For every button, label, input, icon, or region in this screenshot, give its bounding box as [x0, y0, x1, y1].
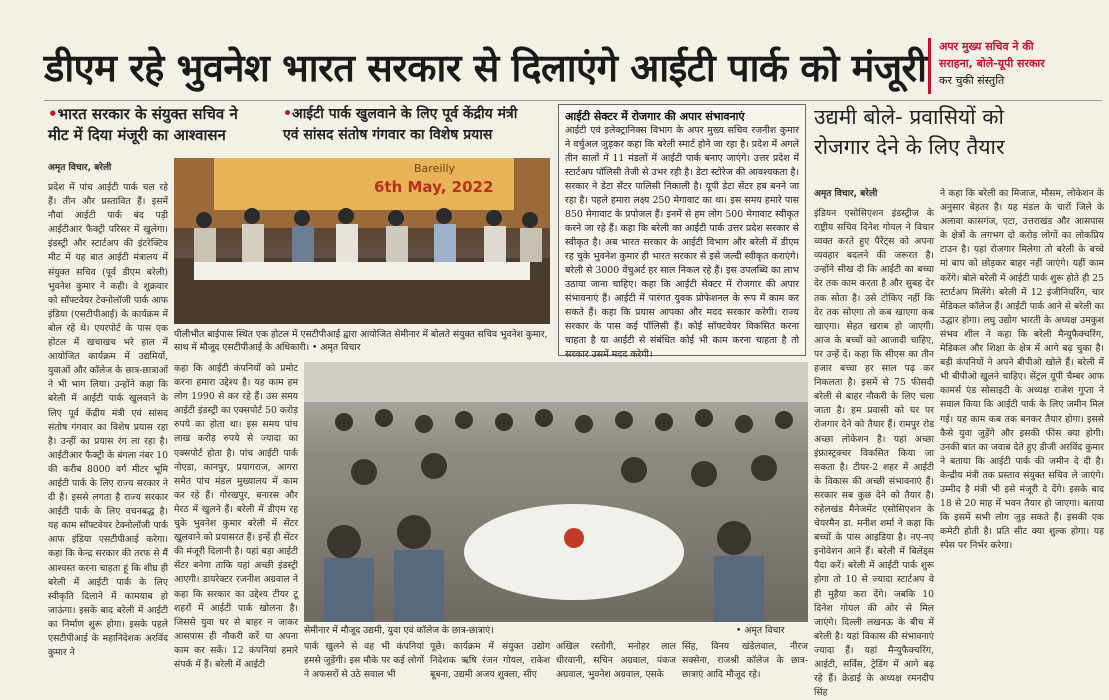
- audience-photo-graphic: [304, 362, 808, 622]
- right-article-headline: [814, 102, 1106, 162]
- bottom-column-5: सिंह, विनय खंडेलवाल, नीरज सक्सेना, राजश्री कॉलेज के छात्र-छात्राएं आदि मौजूद रहे।: [682, 641, 808, 681]
- photo-1-caption: पीलीभीत बाईपास स्थित एक होटल में एसटीपीआई द्वारा आयोजित सेमीनार में बोलते संयुक्त सचिव भुवनेश कुमार, साथ में मौजूद एसटीपीआई के अधिकारी। • अमृत विचार: [174, 329, 548, 353]
- bottom-column-4: अखिल रस्तोगी, मनोहर लाल धीरवानी, सचिन अग्रवाल, पंकज अग्रवाल, भुवनेश अग्रवाल, एसके: [556, 641, 676, 681]
- subhead-left-line-2: मीट में दिया मंजूरी का आश्वासन: [48, 126, 226, 144]
- bottom-column-3: पूछे। कार्यक्रम में संयुक्त उद्योग निदेशक ऋषि रंजन गोयल, राकेश बूबना, उद्यमी अजय शुक्ला, सीए: [430, 641, 550, 681]
- article-column-r2: ने कहा कि बरेली का मिजाज, मौसम, लोकेशन के अनुसार बेहतर है। यह मंडल के चारों जिले के अलावा कासगंज, एटा, उत्तराखंड और आसपास के क्षेत्रों के लगभग दो करोड़ लोगों का लोकप्रिय टाउन है। यहां रोजगार मिलेगा तो बरेली के बच्चे मां बाप को छोड़कर बाहर नहीं जाएंगे। यहीं काम करेंगे। बोले बरेली में आईटी पार्क शुरू होते ही 25 स्टार्टअप मिलेंगे। बरेली में 12 इंजीनियरिंग, चार मेडिकल कॉलेज हैं। आईटी पार्क आने से बरेली का उद्धार होगा। लघु उद्योग भारती के अध्यक्ष उमकुश संभव शील ने कहा कि बरेली मैन्युफैक्चरिंग, मेडिकल और शिक्षा के क्षेत्र में आगे बढ़ चुका है। बड़ी कंपनियों ने अपने बीपीओ खोले हैं। बरेली में भी बीपीओ खुलने चाहिए। सेंट्रल यूपी चैम्बर आफ कामर्स एंड सोसाइटी के अध्यक्ष राजेश गुप्ता ने सवाल किया कि आईटी पार्क के लिए जमीन मिल गई। यह काम कब तक बनकर तैयार होगा। इससे कैसे युवा जुड़ेंगे और इसकी फीस क्या होगी। उनकी बात का जवाब देते हुए डीजी अरविंद कुमार ने बताया कि आईटी पार्क की जमीन दे दी है। केन्द्रीय मंत्री तक प्रस्ताव संयुक्त सचिव ले जाएंगे। उम्मीद है मंत्री भी इसे मंजूरी दे देंगे। इसके बाद 18 से 20 माह में भवन तैयार हो जाएगा। बताया कि इसमें सभी लोग जुड़ सकते हैं। इसकी एक कमेटी होती है। प्रति सीट क्या शुल्क होगा। यह स्पेस पर निर्भर करेगा।: [940, 188, 1104, 552]
- info-box-title: आईटी सेक्टर में रोजगार की अपार संभावनाएं: [565, 110, 745, 123]
- bottom-column-2: पार्क खुलने से वह भी कंपनियां हमसे जुड़ेंगी। इस मौके पर कई लोगों ने अफसरों से उठे सवाल भी: [304, 641, 424, 681]
- photo-2-credit: • अमृत विचार: [736, 625, 785, 636]
- stage-banner-date: 6th May, 2022: [374, 178, 494, 196]
- audience-photo: [304, 362, 808, 622]
- side-note-line-3: कर चुकी संस्तुति: [939, 74, 1005, 87]
- subhead-mid-line-1: आईटी पार्क खुलवाने के लिए पूर्व केंद्रीय मंत्री: [291, 106, 518, 122]
- right-byline: अमृत विचार, बरेली: [814, 189, 878, 199]
- divider: [44, 100, 1102, 101]
- subhead-left-line-1: भारत सरकार के संयुक्त सचिव ने: [57, 105, 238, 123]
- stage-banner-city: Bareilly: [414, 162, 456, 175]
- right-headline-line-1: उद्यमी बोले- प्रवासियों को: [814, 105, 1004, 129]
- side-note: [928, 38, 1098, 94]
- subhead-middle: •आईटी पार्क खुलवाने के लिए पूर्व केंद्रीय मंत्री एवं सांसद संतोष गंगवार का विशेष प्रयास: [283, 104, 555, 146]
- subhead-left: •भारत सरकार के संयुक्त सचिव ने मीट में दिया मंजूरी का आश्वासन: [48, 104, 276, 146]
- stage-photo-graphic: [174, 158, 550, 324]
- article-column-1: प्रदेश में पांच आईटी पार्क चल रहे हैं। तीन और प्रस्तावित हैं। इसमें नौवां आईटी पार्क बंद पड़ी आईटीआर फैक्ट्री परिसर में खुलेगा। इंडस्ट्री और स्टार्टअप की इंटरेक्टिव मीट में यह बात आईटी मंत्रालय में संयुक्त सचिव (पूर्व डीएम बरेली) भुवनेश कुमार ने कही। वे शुक्रवार को सॉफ्टवेयर टेक्नोलॉजी पार्क आफ इंडिया (एसटीपीआई) के कार्यक्रम में बोल रहे थे। एयरपोर्ट के पास एक होटल में खचाखच भरे हाल में आयोजित कार्यक्रम में उद्यमियों, युवाओं और कॉलेज के छात्र-छात्राओं ने भी भाग लिया। उन्होंने कहा कि बरेली में आईटी पार्क खुलवाने के लिए पूर्व केंद्रीय मंत्री एवं सांसद संतोष गंगवार का विशेष प्रयास रहा है। उन्हीं का प्रयास रंग ला रहा है। आईटीआर फैक्ट्री के बंगला नंबर 10 की करीब 8000 वर्ग मीटर भूमि आईटी पार्क के लिए राज्य सरकार ने दी है। इससे लगता है राज्य सरकार आईटी पार्क के लिए वचनबद्ध है। यह काम सॉफ्टवेयर टेक्नोलॉजी पार्क आफ इंडिया एसटीपीआई करेगा। कहा कि केन्द्र सरकार की तरफ से मैं आश्वस्त करना चाहता हूं कि शीघ्र ही बरेली में आईटी पार्क के लिए स्वीकृति दिलाने में कामयाब हो जाऊंगा। इसके बाद बरेली में आईटी का निर्माण शुरू होगा। इसके पहले एसटीपीआई के महानिदेशक अरविंद कुमार ने: [48, 182, 168, 659]
- article-column-2: कहा कि आईटी कंपनियों को प्रमोट करना हमारा उद्देश्य है। यह काम हम लोग 1990 से कर रहे हैं। उस समय आईटी इंडस्ट्री का एक्सपोर्ट 50 करोड़ रुपये का होता था। इस समय पांच लाख करोड़ रुपये से ज्यादा का एक्सपोर्ट होता है। पांच आईटी पार्क नोएडा, कानपुर, प्रयागराज, आगरा समेत पांच मंडल मुख्यालय में काम कर रहे हैं। गोरखपुर, बनारस और मेरठ में खुलने हैं। बरेली में डीएम रह चुके भुवनेश कुमार बरेली में सेंटर खुलवाने को प्रयासरत हैं। इन्हें ही सेंटर की मंजूरी दिलानी है। यहां बड़ा आईटी सेंटर बनेगा ताकि यहां अच्छी इंडस्ट्री आएगी। डायरेक्टर रजनीश अग्रवाल ने कहा कि सरकार का उद्देश्य टीयर टू शहरों में आईटी पार्क खोलना है। जिससे युवा घर से बाहर न जाकर आसपास ही नौकरी करें या अपना काम कर सकें। 12 कंपनियां हमारे संपर्क में हैं। बरेली में आईटी: [174, 363, 298, 670]
- seminar-stage-photo: [174, 158, 550, 324]
- right-headline-line-2: रोजगार देने के लिए तैयार: [814, 135, 1005, 159]
- main-headline: डीएम रहे भुवनेश भारत सरकार से दिलाएंगे आईटी पार्क को मंजूरी: [44, 46, 927, 90]
- photo-2-caption: सेमीनार में मौजूद उद्यमी, युवा एवं कॉलेज के छात्र-छात्राएं।: [304, 625, 494, 636]
- subhead-mid-line-2: एवं सांसद संतोष गंगवार का विशेष प्रयास: [283, 127, 493, 143]
- byline: अमृत विचार, बरेली: [48, 163, 112, 173]
- side-note-line-1: अपर मुख्य सचिव ने की: [939, 40, 1034, 53]
- article-column-r1: इंडियन एसोसिएशन इंडस्ट्रीज के राष्ट्रीय सचिव दिनेश गोयल ने विचार व्यक्त करते हुए पैरेंट्स को अपना व्यवहार बदलने की जरूरत है। उन्होंने सीख दी कि आईटी का बच्चा देर तक काम करता है और सुबह देर तक सोता है। उसे टोकिए नहीं कि देर तक सोएगा तो कब खाएगा कब खाएगा। सेहत खराब हो जाएगी। आज के बच्चों को आजादी चाहिए, पर उन्हें दें। कहा कि सीएस का तीन हजार बच्चा हर साल पढ़ कर निकलता है। इसमें से 75 फीसदी बरेली से बाहर नौकरी के लिए चला जाता है। हम प्रवासी को घर पर रोजगार देने को तैयार हैं। रामपुर रोड अच्छा लोकेशन है। यहां अच्छा इंफ्रास्ट्रक्चर विकसित किया जा सकता है। टीयर-2 शहर में आईटी के विकास की अच्छी संभावनाएं हैं। सरकार सब कुछ देने को तैयार है। रुहेलखंड मैनेजमेंट एसोसिएशन के चेयरमैन डा. मनीश शर्मा ने कहा कि बच्चों के पास आइडिया है। नए-नए इनोवेशन आने हैं। बरेली में बिलेंड्स पैदा करें। बरेली में आईटी पार्क शुरू होगा तो 10 से ज्यादा स्टार्टअप वे ही मुहैया करा देंगे। जबकि 10 दिनेश गोयल की ओर से मिल जाएंगे। दिल्ली लखनऊ के बीच में बरेली है। यहां विकास की संभावनाएं ज्यादा हैं। यहां मैन्युफैक्चरिंग, आईटी, सर्विस, ट्रेडिंग में आगे बढ़ रहे हैं। क्रेडाई के अध्यक्ष रमनदीप सिंह: [814, 208, 934, 699]
- info-box: [558, 104, 806, 360]
- side-note-line-2: सराहना, बोले-यूपी सरकार: [939, 57, 1045, 70]
- info-box-body: आईटी एवं इलेक्ट्रानिक्स विभाग के अपर मुख्य सचिव रजनीश कुमार ने वर्चुअल जुड़कर कहा कि बरेली स्मार्ट होने जा रहा है। प्रदेश में अगले तीन सालों में 11 मंडलों में आईटी पार्क बनाए जाएंगे। उत्तर प्रदेश में स्टार्टअप पॉलिसी तेजी से उभर रही है। डेटा स्टोरेज की आवश्यकता है। सरकार ने डेटा सेंटर पालिसी निकाली है। यूपी डेटा सेंटर हब बनने जा रहा है। पहले हमारा लक्ष्य 250 मेगावाट का था। इस समय हमारे पास 850 मेगावाट के प्रपोजल हैं। इनमें से हम लोग 500 मेगावाट स्वीकृत करने जा रहे हैं। कहा कि बरेली का आईटी पार्क उत्तर प्रदेश सरकार से स्वीकृत है। अब भारत सरकार के आईटी विभाग और बरेली में डीएम रह चुके भुवनेश कुमार ही भारत सरकार से इसे जल्दी स्वीकृत कराएंगे। बरेली से 3000 वेंचुअर्ट हर साल निकल रहे हैं। इस उपलब्धि का लाभ उठाया जाना चाहिए। कहा कि आईटी सेक्टर में रोजगार की अपार संभावनाएं हैं। आईटी में पारंगत युवक प्रोफेशनल के रूप में काम कर सकते हैं। कहा कि प्रयास आपका और मदद सरकार करेगी। राज्य सरकार के पास कई पॉलिसी हैं। कोई सॉफ्टवेयर विकसित करना चाहता है या आईटी से संबंधित कोई भी काम करना चाहता है तो सरकार उसमें मदद करेगी।: [565, 125, 799, 360]
